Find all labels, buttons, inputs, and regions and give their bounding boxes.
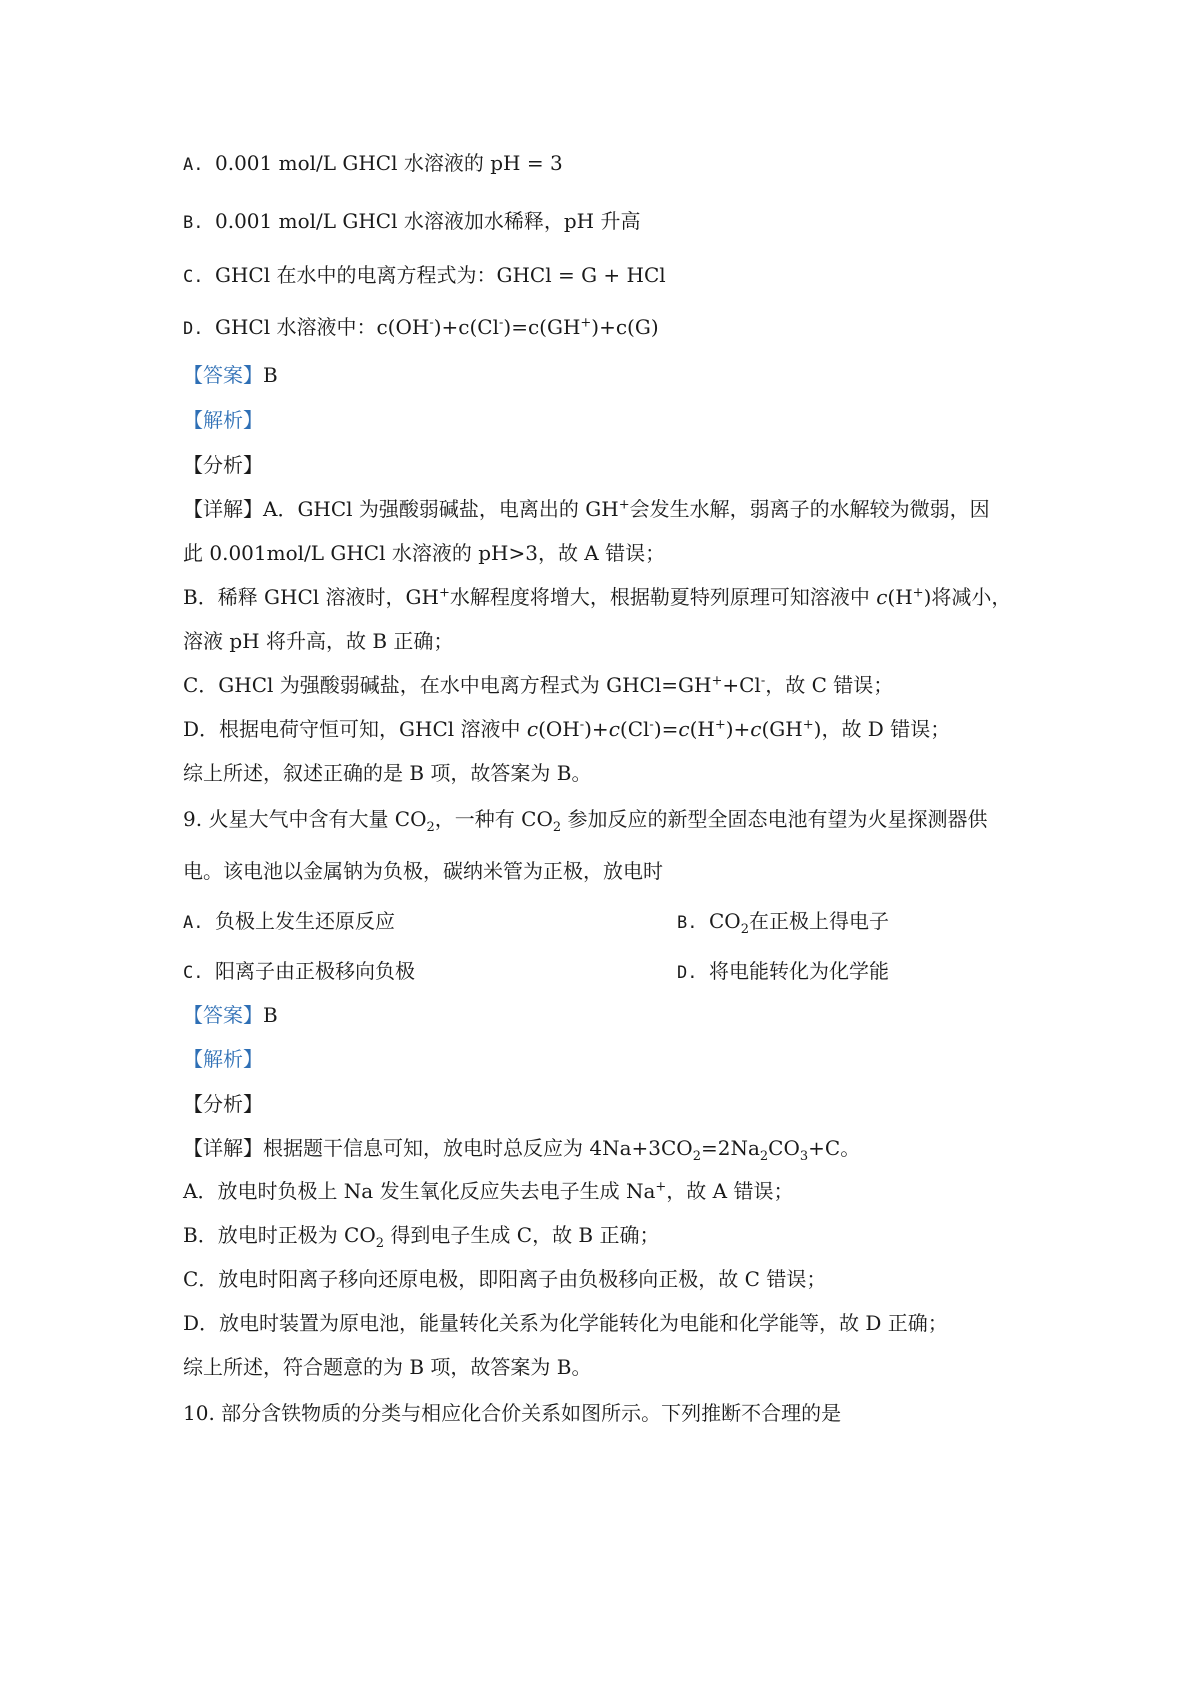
option-letter: B. xyxy=(183,213,204,233)
q8-summary: 综上所述，叙述正确的是 B 项，故答案为 B。 xyxy=(183,761,592,785)
q8-option-d xyxy=(183,314,659,342)
q9-option-a: A. 负极上发生还原反应 xyxy=(183,909,395,933)
option-text: 0.001 mol/L GHCl 水溶液的 pH = 3 xyxy=(215,151,563,175)
option-letter: D. xyxy=(183,319,204,339)
q8-detail-d: D．根据电荷守恒可知，GHCl 溶液中 c(OH-)+c(Cl-)=c(H+)+c(GH+)，故 D 错误； xyxy=(183,717,951,741)
q9-option-b: B. $CO_2$在正极上得电子 xyxy=(677,909,889,937)
q8-fenxi-label: 【分析】 xyxy=(183,453,263,477)
q9-option-d: D. 将电能转化为化学能 xyxy=(677,959,889,983)
option-text: GHCl 在水中的电离方程式为：GHCl = G + HCl xyxy=(215,263,666,287)
answer-label: 【答案】 xyxy=(183,363,263,387)
q9-detail-c: C．放电时阳离子移向还原电极，即阳离子由负极移向正极，故 C 错误； xyxy=(183,1267,827,1291)
q8-detail-c: C．GHCl 为强酸弱碱盐，在水中电离方程式为 GHCl=GH++Cl-，故 C 错误； xyxy=(183,673,894,697)
q8-option-a xyxy=(183,150,563,178)
q9-analysis-label: 【解析】 xyxy=(183,1047,263,1071)
option-text: GHCl 水溶液中：c(OH-)+c(Cl-)=c(GH+)+c(G) xyxy=(215,315,659,339)
q8-detail-b-line1: B．稀释 GHCl 溶液时，GH+水解程度将增大，根据勒夏特列原理可知溶液中 c(H+)将减小， xyxy=(183,585,1012,609)
q9-detail-b: B．放电时正极为 $CO_2$ 得到电子生成 C，故 B 正确； xyxy=(183,1223,660,1251)
q9-summary: 综上所述，符合题意的为 B 项，故答案为 B。 xyxy=(183,1355,592,1379)
q8-detail-a-line2: 此 0.001mol/L GHCl 水溶液的 pH>3，故 A 错误； xyxy=(183,541,666,565)
option-letter: C. xyxy=(183,267,204,287)
q8-detail-a-line1: 【详解】A．GHCl 为强酸弱碱盐，电离出的 GH+会发生水解，弱离子的水解较为微弱，因 xyxy=(183,497,990,521)
answer-value: B xyxy=(263,1003,278,1027)
q8-analysis-label: 【解析】 xyxy=(183,408,263,432)
q9-option-c: C. 阳离子由正极移向负极 xyxy=(183,959,415,983)
q9-detail-a: A．放电时负极上 Na 发生氧化反应失去电子生成 Na+，故 A 错误； xyxy=(183,1179,794,1203)
q10-stem: 10. 部分含铁物质的分类与相应化合价关系如图所示。下列推断不合理的是 xyxy=(183,1401,842,1425)
q9-detail-d: D．放电时装置为原电池，能量转化关系为化学能转化为电能和化学能等，故 D 正确； xyxy=(183,1311,948,1335)
q8-option-b xyxy=(183,208,640,236)
q9-answer xyxy=(183,1002,278,1028)
option-text: 0.001 mol/L GHCl 水溶液加水稀释，pH 升高 xyxy=(215,209,641,233)
q8-detail-b-line2: 溶液 pH 将升高，故 B 正确； xyxy=(183,629,454,653)
q9-stem-line1: 9. 火星大气中含有大量 $CO_2$，一种有 $CO_2$ 参加反应的新型全固态电池有望为火星探测器供 xyxy=(183,807,988,835)
answer-label: 【答案】 xyxy=(183,1003,263,1027)
q9-fenxi-label: 【分析】 xyxy=(183,1092,263,1116)
option-letter: A. xyxy=(183,155,204,175)
q9-detail-intro: 【详解】根据题干信息可知，放电时总反应为 $4Na+3CO_2=2Na_2CO_3+C$。 xyxy=(183,1136,861,1164)
q9-stem-line2: 电。该电池以金属钠为负极，碳纳米管为正极，放电时 xyxy=(183,859,663,883)
answer-value: B xyxy=(263,363,278,387)
q8-answer xyxy=(183,362,278,388)
q8-option-c xyxy=(183,262,666,290)
